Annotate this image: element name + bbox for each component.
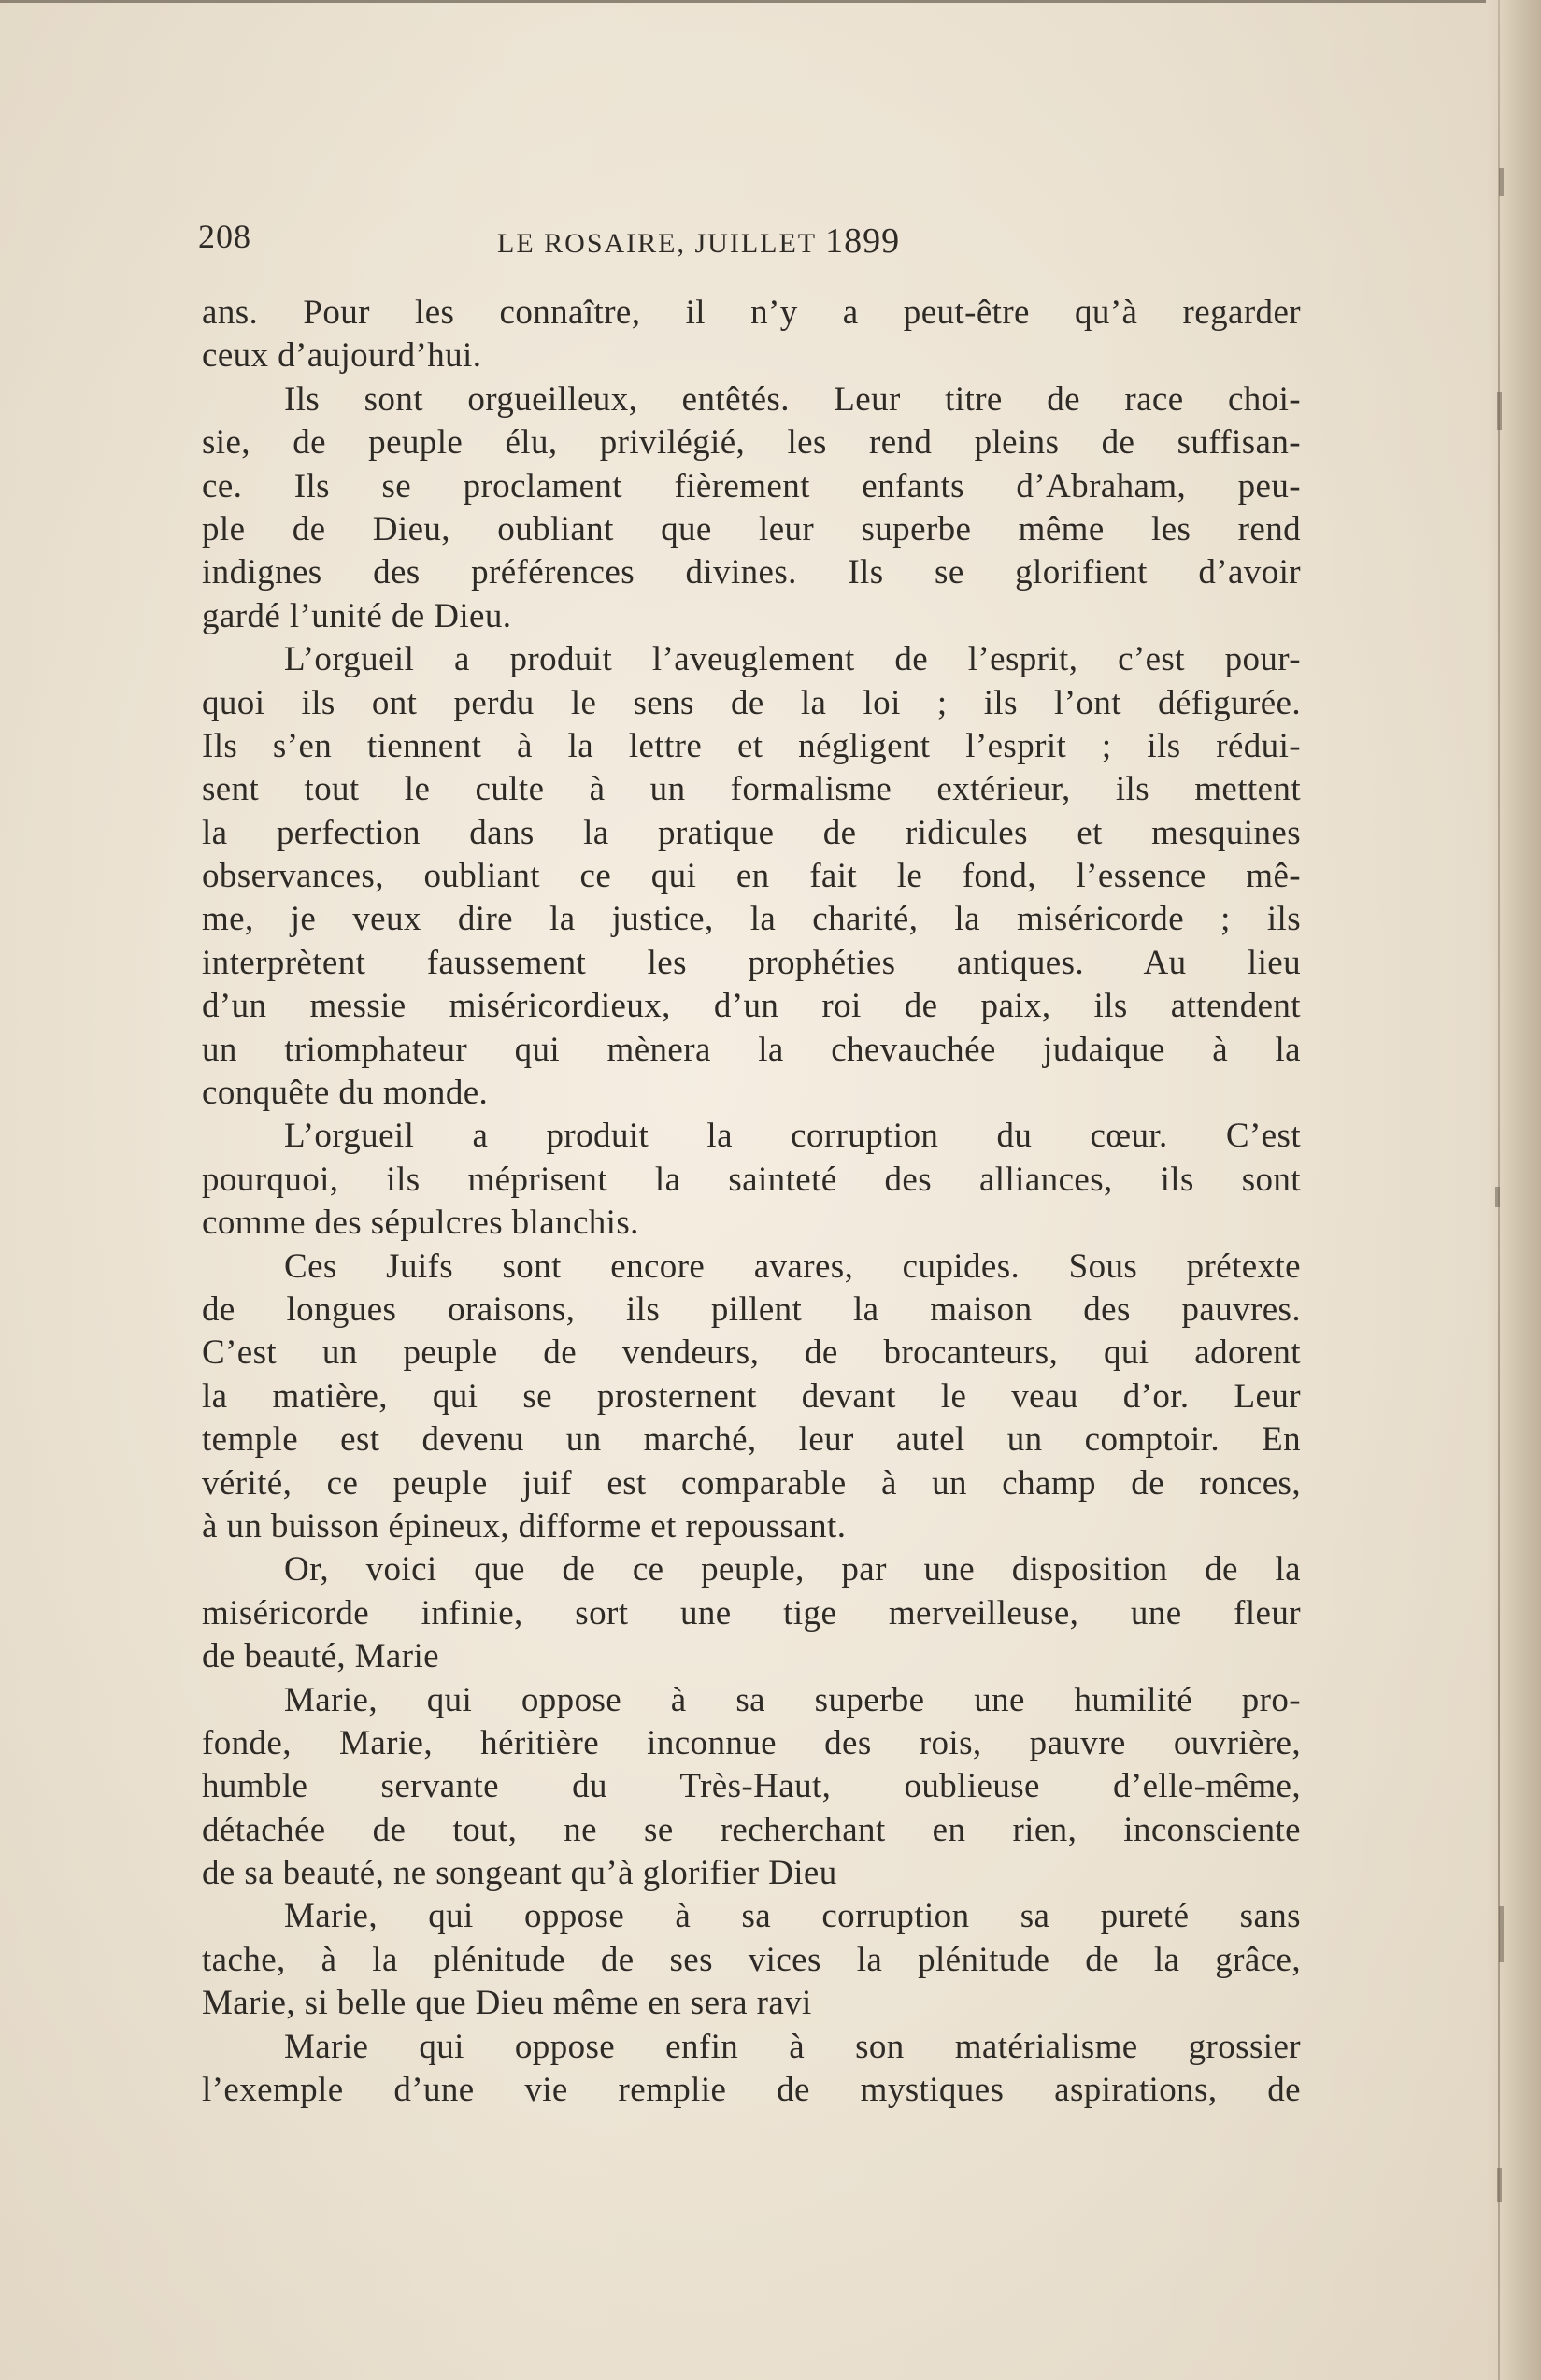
text-line: d’un messie miséricordieux, d’un roi de paix, ils attendent [202,987,1301,1026]
running-head-title: LE ROSAIRE, JUILLET [497,228,817,259]
edge-mark-3 [1495,1187,1500,1207]
text-line: temple est devenu un marché, leur autel un comptoir. En [202,1420,1301,1460]
text-line: Ces Juifs sont encore avares, cupides. Sous prétexte [284,1247,1301,1286]
text-line: gardé l’unité de Dieu. [202,596,512,635]
text-line: observances, oubliant ce qui en fait le fond, l’essence mê- [202,857,1301,896]
text-line: L’orgueil a produit la corruption du cœur. C’est [284,1117,1301,1156]
text-line: Ils sont orgueilleux, entêtés. Leur titre de race choi- [284,379,1301,419]
text-line: L’orgueil a produit l’aveuglement de l’esprit, c’est pour- [284,640,1301,679]
text-line: Ils s’en tiennent à la lettre et négligent l’esprit ; ils rédui- [202,726,1301,765]
text-line: pourquoi, ils méprisent la sainteté des alliances, ils sont [202,1160,1301,1199]
text-line: conquête du monde. [202,1074,489,1113]
edge-mark-4 [1499,1906,1504,1962]
text-line: détachée de tout, ne se recherchant en rien, inconsciente [202,1810,1301,1849]
text-line: Marie qui oppose enfin à son matérialisme grossier [284,2027,1301,2066]
text-line: la matière, qui se prosternent devant le veau d’or. Leur [202,1376,1301,1416]
text-line: comme des sépulcres blanchis. [202,1204,639,1243]
text-line: quoi ils ont perdu le sens de la loi ; ils l’ont défigurée. [202,683,1301,722]
text-line: indignes des préférences divines. Ils se glorifient d’avoir [202,553,1301,592]
page-number: 208 [198,218,251,255]
text-line: un triomphateur qui mènera la chevauchée judaique à la [202,1030,1301,1069]
text-line: tache, à la plénitude de ses vices la plénitude de la grâce, [202,1940,1301,1979]
page-header [198,217,974,264]
running-head-year: 1899 [825,221,901,261]
text-line: C’est un peuple de vendeurs, de brocanteurs, qui adorent [202,1333,1301,1373]
edge-mark-5 [1497,2168,1502,2202]
top-edge-rule [0,0,1486,3]
text-line: l’exemple d’une vie remplie de mystiques aspirations, de [202,2071,1301,2110]
text-line: Marie, qui oppose à sa superbe une humilité pro- [284,1680,1301,1719]
text-line: fonde, Marie, héritière inconnue des rois, pauvre ouvrière, [202,1723,1301,1762]
text-line: interprètent faussement les prophéties antiques. Au lieu [202,943,1301,982]
text-line: à un buisson épineux, difforme et repoussant. [202,1506,847,1546]
text-line: Or, voici que de ce peuple, par une disposition de la [284,1550,1301,1589]
text-line: la perfection dans la pratique de ridicules et mesquines [202,813,1301,852]
body-text [202,292,1301,2112]
text-line: ple de Dieu, oubliant que leur superbe même les rend [202,509,1301,549]
text-line: miséricorde infinie, sort une tige merveilleuse, une fleur [202,1593,1301,1632]
text-line: de beauté, Marie [202,1637,439,1676]
running-head [497,221,900,262]
text-line: ans. Pour les connaître, il n’y a peut-être qu’à regarder [202,293,1301,332]
edge-mark-1 [1499,168,1504,196]
text-line: sie, de peuple élu, privilégié, les rend pleins de suffisan- [202,423,1301,463]
text-line: vérité, ce peuple juif est comparable à un champ de ronces, [202,1463,1301,1503]
text-line: Marie, si belle que Dieu même en sera ravi [202,1984,812,2023]
text-line: Marie, qui oppose à sa corruption sa pureté sans [284,1897,1301,1936]
text-line: humble servante du Très-Haut, oublieuse d’elle-même, [202,1767,1301,1806]
text-line: sent tout le culte à un formalisme extérieur, ils mettent [202,770,1301,809]
text-line: de longues oraisons, ils pillent la maison des pauvres. [202,1290,1301,1329]
text-line: ce. Ils se proclament fièrement enfants d’Abraham, peu- [202,466,1301,506]
text-line: de sa beauté, ne songeant qu’à glorifier Dieu [202,1854,837,1893]
edge-mark-2 [1497,392,1502,430]
text-line: ceux d’aujourd’hui. [202,336,482,376]
text-line: me, je veux dire la justice, la charité, la miséricorde ; ils [202,900,1301,939]
